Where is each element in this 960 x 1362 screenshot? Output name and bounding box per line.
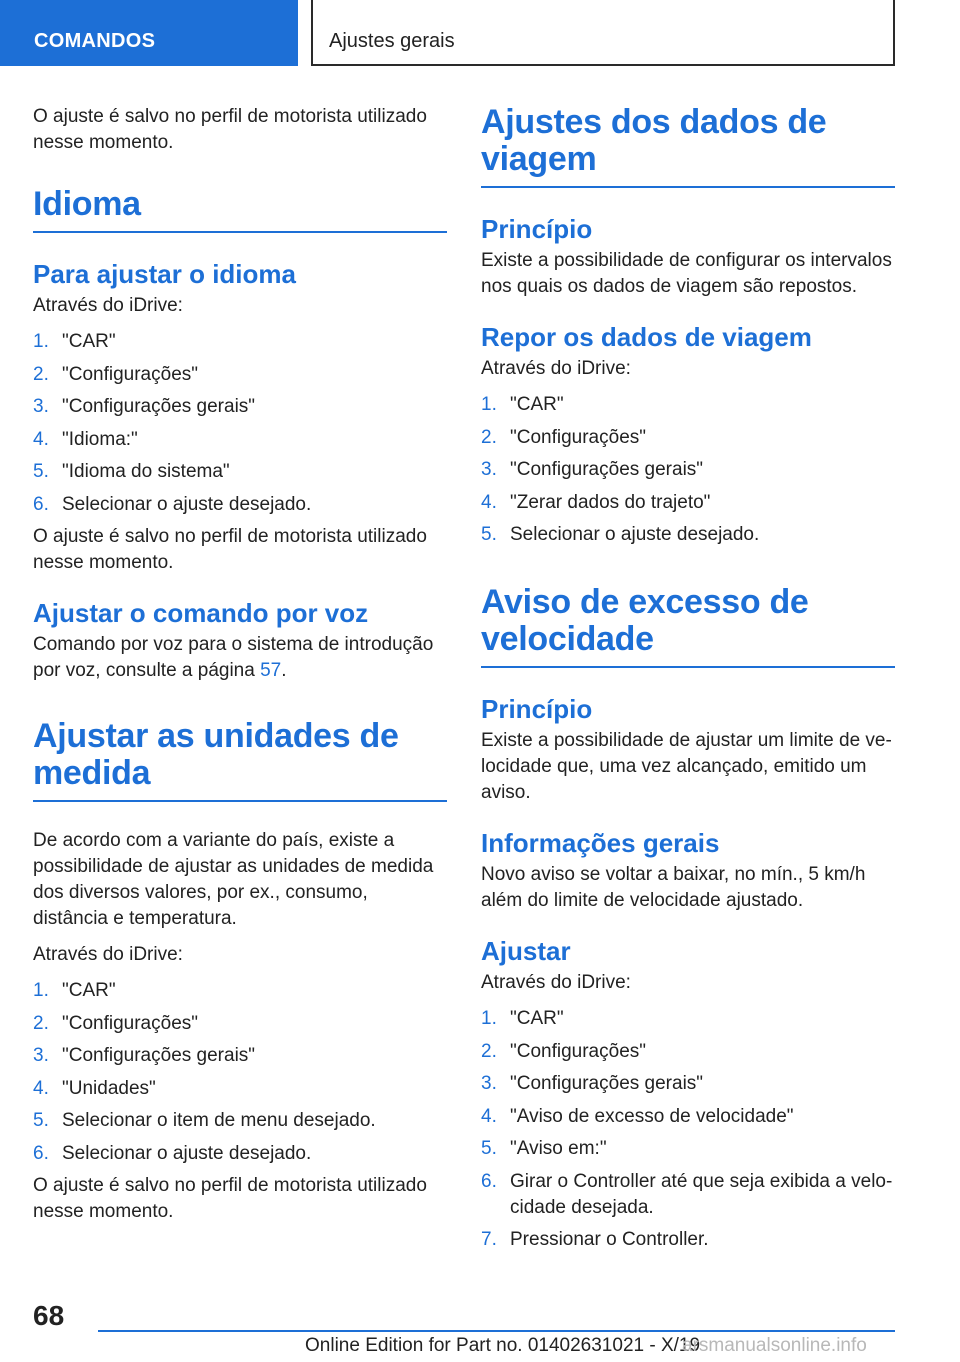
list-item: 3. "Configurações gerais" — [481, 1073, 704, 1094]
footer-edition: Online Edition for Part no. 01402631021 - X/19 — [305, 1335, 701, 1356]
heading-principio-viagem: Princípio — [481, 214, 593, 244]
page-number: 68 — [33, 1300, 65, 1331]
heading-idioma: Idioma — [33, 186, 447, 233]
list-item: 2. "Configurações" — [33, 363, 199, 385]
heading-comando-voz: Ajustar o comando por voz — [33, 598, 369, 628]
repor-steps — [481, 392, 895, 548]
list-item: 3. "Configurações gerais" — [33, 1045, 256, 1066]
ajustar-steps — [481, 1006, 895, 1253]
heading-unidades-medida: Ajustar as unidades de medida — [33, 718, 447, 802]
ajustar-lead: Através do iDrive: — [481, 972, 631, 993]
list-item: 2. "Configurações" — [33, 1012, 199, 1034]
heading-repor-dados: Repor os dados de viagem — [481, 322, 812, 352]
unidades-note: O ajuste é salvo no perfil de motorista utilizado nesse momento. — [33, 1175, 427, 1222]
heading-para-ajustar-idioma: Para ajustar o idioma — [33, 259, 296, 289]
informacoes-text: Novo aviso se voltar a baixar, no mín., 5 km/h além do limite de velocidade ajustado. — [481, 864, 866, 911]
principio-viagem-text: Existe a possibilidade de configurar os intervalos nos quais os dados de viagem são repostos. — [481, 250, 892, 297]
unidades-text: De acordo com a variante do país, existe a possibilidade de ajustar as unidades de medida dos diversos valores, por ex., consumo, distância e temperatura. — [33, 830, 434, 929]
intro-paragraph: O ajuste é salvo no perfil de motorista utilizado nesse momento. — [33, 106, 427, 153]
list-item: 3. "Configurações gerais" — [481, 459, 704, 480]
list-item: 6. Selecionar o ajuste desejado. — [33, 493, 312, 515]
list-item: 5. Selecionar o item de menu desejado. — [33, 1110, 376, 1131]
watermark: arsmanualsonline.info — [682, 1335, 867, 1356]
idioma-lead: Através do iDrive: — [33, 295, 183, 316]
list-item: 4. "Idioma:" — [33, 428, 138, 450]
heading-ajustar: Ajustar — [481, 936, 571, 966]
list-item: 5. "Aviso em:" — [481, 1138, 607, 1159]
heading-aviso-velocidade: Aviso de excesso de velocidade — [481, 584, 895, 668]
chapter-tab: COMANDOS — [0, 0, 298, 66]
list-item: 3. "Configurações gerais" — [33, 396, 256, 417]
page-reference-link[interactable]: 57 — [260, 660, 282, 681]
list-item: 7. Pressionar o Controller. — [481, 1229, 709, 1250]
list-item: 1. "CAR" — [481, 1008, 564, 1029]
repor-lead: Através do iDrive: — [481, 358, 631, 379]
list-item: 5. Selecionar o ajuste desejado. — [481, 524, 760, 545]
footer-divider — [98, 1330, 895, 1332]
list-item: 2. "Configurações" — [481, 1040, 647, 1062]
heading-dados-viagem: Ajustes dos dados de viagem — [481, 104, 895, 188]
list-item: 2. "Configurações" — [481, 426, 647, 448]
right-column — [481, 104, 895, 1260]
heading-principio-aviso: Princípio — [481, 694, 593, 724]
unidades-steps — [33, 978, 447, 1167]
section-header: Ajustes gerais — [311, 0, 895, 66]
idioma-steps — [33, 329, 447, 518]
list-item: 4. "Zerar dados do trajeto" — [481, 491, 711, 513]
list-item: 1. "CAR" — [33, 980, 116, 1001]
list-item: 6. Girar o Controller até que seja exibida a velocidade desejada. — [481, 1170, 893, 1218]
unidades-lead: Através do iDrive: — [33, 944, 183, 965]
left-column — [33, 104, 447, 1235]
heading-informacoes-gerais: Informações gerais — [481, 828, 720, 858]
comando-voz-text: Comando por voz para o sistema de introdução por voz, consulte a página 57. — [33, 634, 434, 681]
list-item: 5. "Idioma do sistema" — [33, 461, 230, 482]
list-item: 4. "Aviso de excesso de velocidade" — [481, 1105, 794, 1127]
list-item: 1. "CAR" — [33, 331, 116, 352]
principio-aviso-text: Existe a possibilidade de ajustar um limite de velocidade que, uma vez alcançado, emitido um aviso. — [481, 730, 892, 803]
list-item: 4. "Unidades" — [33, 1077, 156, 1099]
list-item: 6. Selecionar o ajuste desejado. — [33, 1142, 312, 1164]
list-item: 1. "CAR" — [481, 394, 564, 415]
idioma-note: O ajuste é salvo no perfil de motorista utilizado nesse momento. — [33, 526, 427, 573]
